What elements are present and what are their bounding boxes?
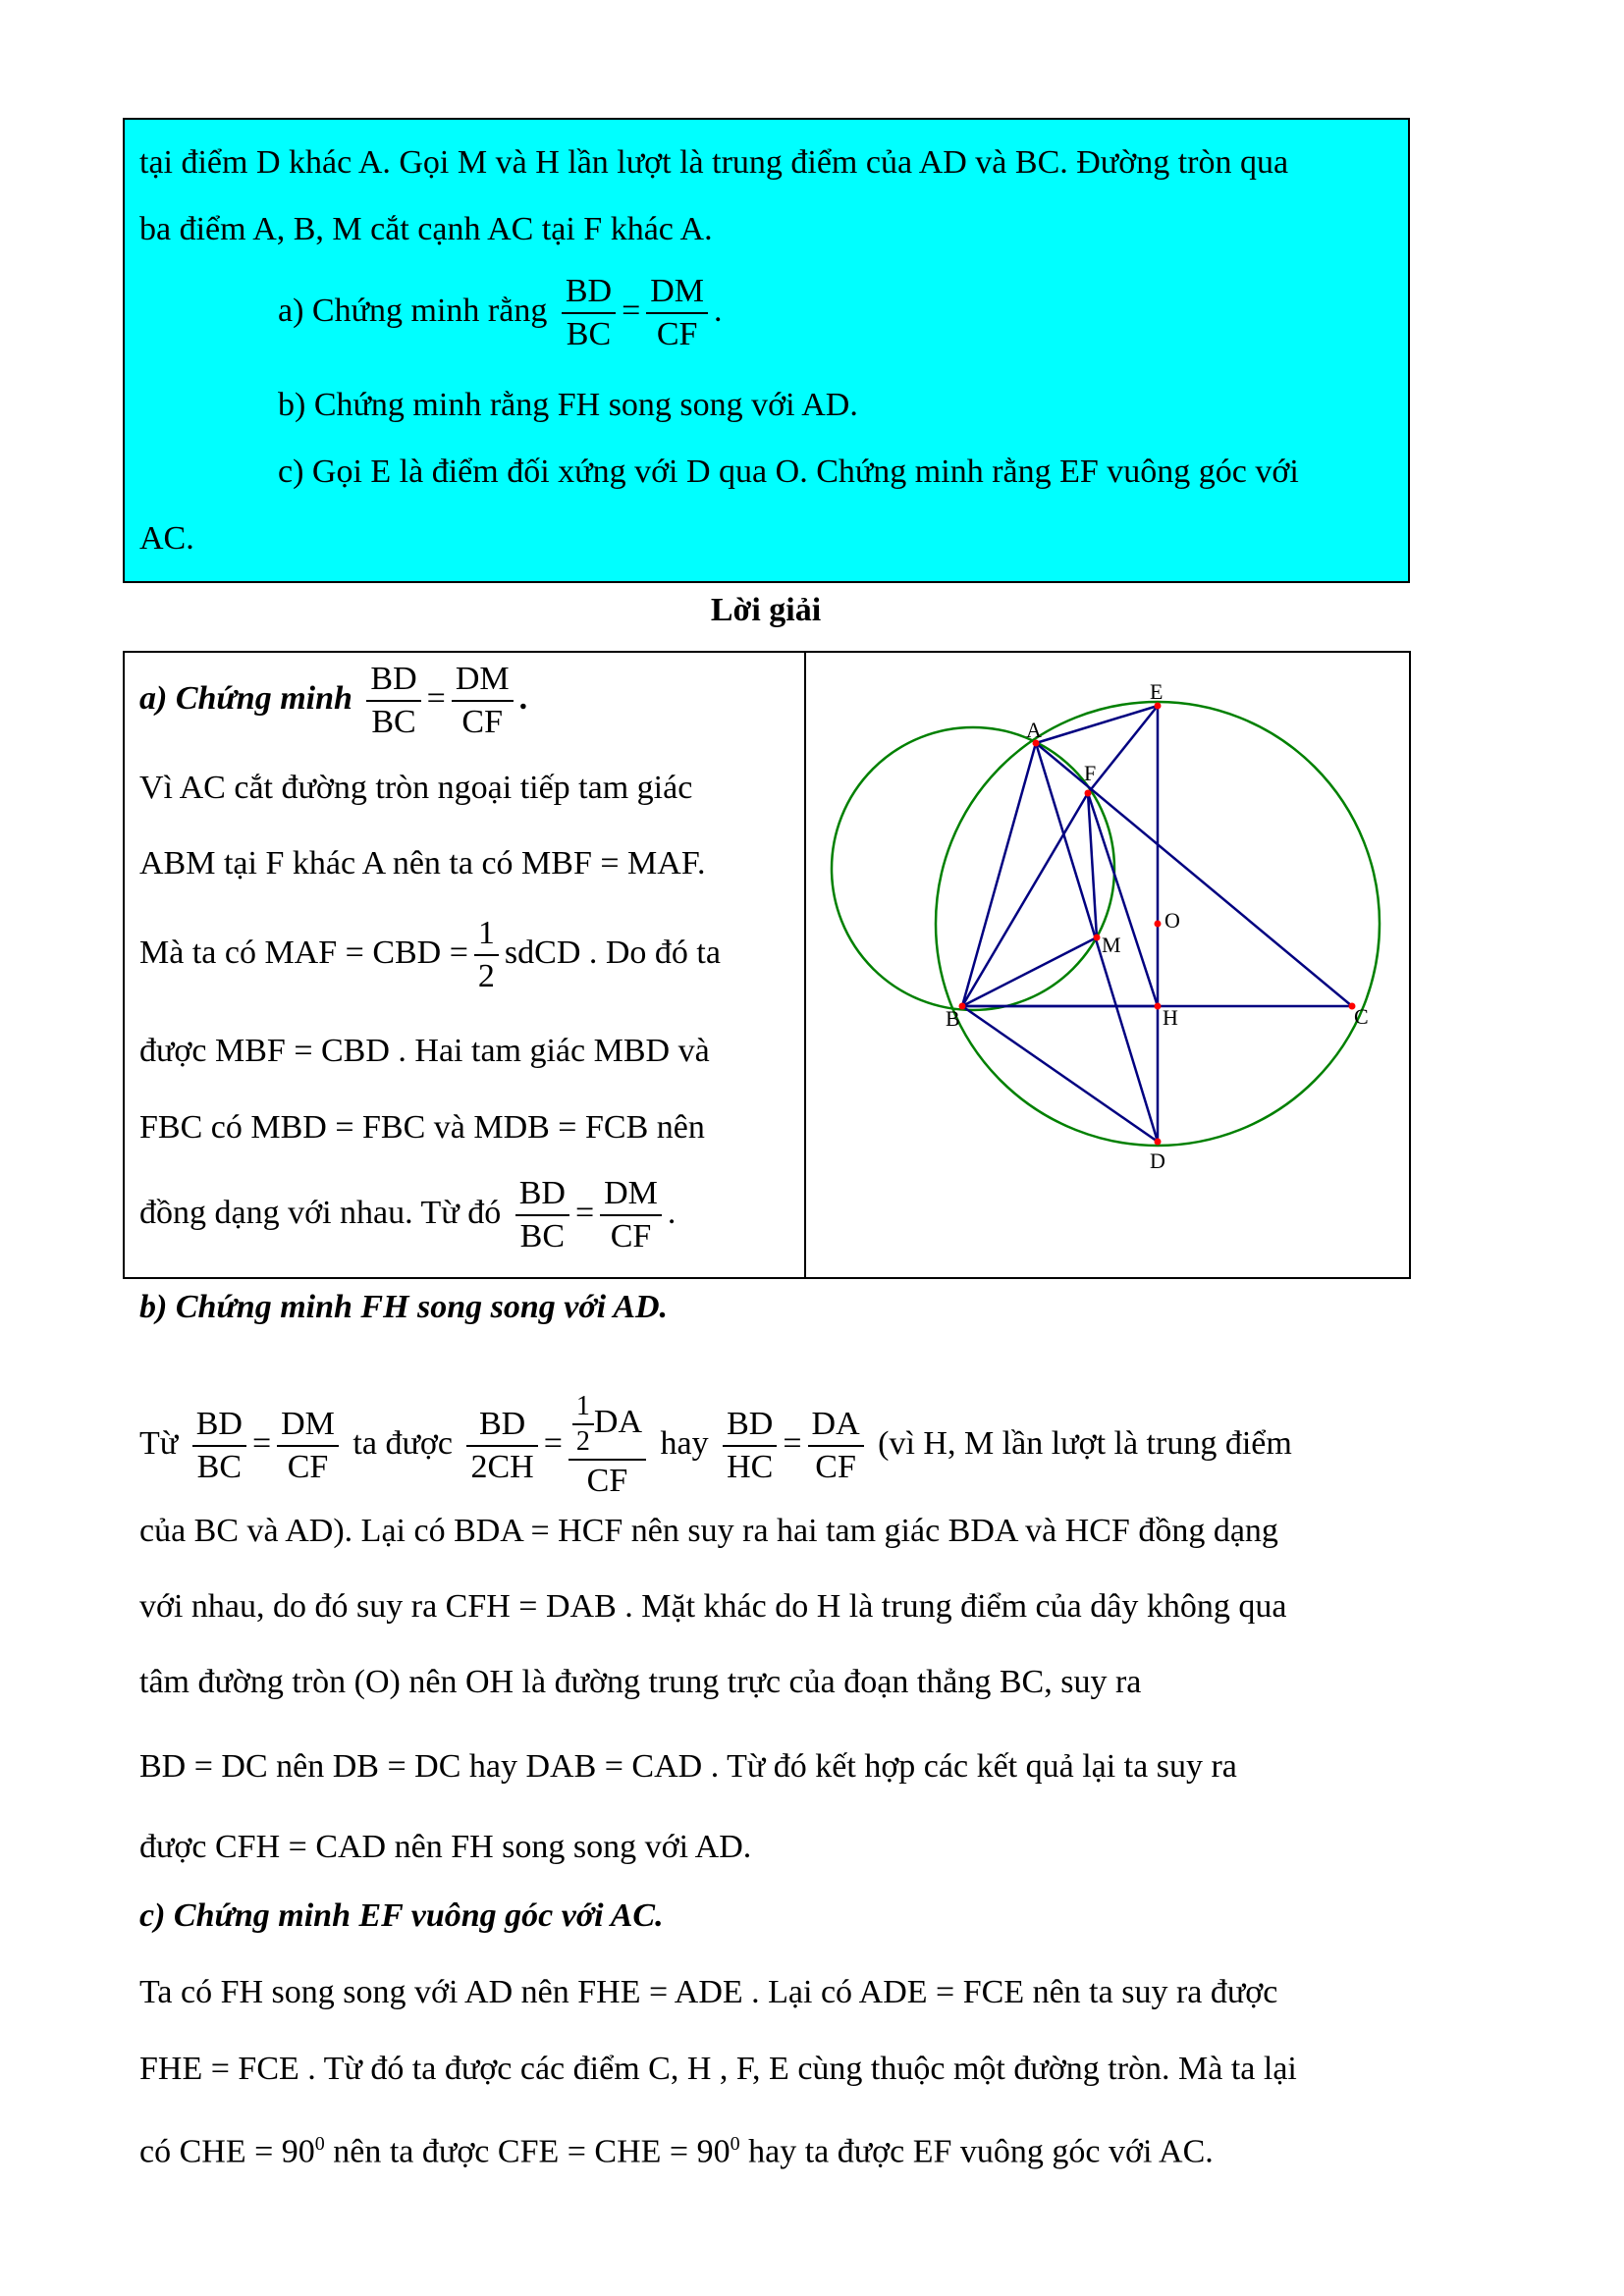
part-b-line-6: được CFH = CAD nên FH song song với AD. bbox=[139, 1829, 752, 1865]
problem-part-c-line-2: AC. bbox=[139, 520, 194, 557]
label-a: A bbox=[1026, 718, 1042, 742]
fraction-dm-cf: $\frac{DM}{CF}$ bbox=[646, 273, 708, 353]
part-b-line-1: Từ $\frac{BD}{BC}$ = $\frac{DM}{CF}$ ta được $\frac{BD}{2CH}$ = $\frac{1}{2}$ DA CF hay $\frac{BD}{HC}$ = $\frac{DA}{CF}$ (vì H, M lần lượt là trung điểm bbox=[139, 1391, 1292, 1499]
part-b-line-2: của BC và AD). Lại có BDA = HCF nên suy ra hai tam giác BDA và HCF đồng dạng bbox=[139, 1513, 1278, 1549]
part-b-line-3: với nhau, do đó suy ra CFH = DAB . Mặt khác do H là trung điểm của dây không qua bbox=[139, 1588, 1287, 1625]
problem-line-2: ba điểm A, B, M cắt cạnh AC tại F khác A. bbox=[139, 211, 713, 247]
geometry-figure bbox=[825, 667, 1404, 1168]
part-a-heading: a) Chứng minh $\frac{BD}{BC}$ = $\frac{DM}{CF}$ . bbox=[139, 661, 528, 740]
part-a-line-4: được MBF = CBD . Hai tam giác MBD và bbox=[139, 1033, 710, 1069]
part-c-line-3: có CHE = $90^0$ nên ta được CFE = CHE = $90^0$ hay ta được EF vuông góc với AC. bbox=[139, 2133, 1214, 2170]
label-e: E bbox=[1150, 679, 1164, 704]
part-c-heading: c) Chứng minh EF vuông góc với AC. bbox=[139, 1897, 664, 1934]
label-h: H bbox=[1163, 1005, 1178, 1030]
part-c-line-1: Ta có FH song song với AD nên FHE = ADE . Lại có ADE = FCE nên ta suy ra được bbox=[139, 1974, 1278, 2010]
problem-line-1: tại điểm D khác A. Gọi M và H lần lượt là trung điểm của AD và BC. Đường tròn qua bbox=[139, 144, 1289, 181]
label-d: D bbox=[1150, 1148, 1165, 1168]
label-f: F bbox=[1084, 761, 1097, 785]
label-m: M bbox=[1102, 933, 1121, 957]
circles bbox=[832, 702, 1380, 1146]
problem-part-a: a) Chứng minh rằng $\frac{BD}{BC}$ = $\frac{DM}{CF}$ . bbox=[278, 273, 723, 352]
segment-ab bbox=[962, 743, 1036, 1006]
label-c: C bbox=[1354, 1004, 1369, 1029]
part-a-line-5: FBC có MBD = FBC và MDB = FCB nên bbox=[139, 1109, 705, 1146]
point-d bbox=[1155, 1139, 1162, 1146]
fraction-bd-bc: $\frac{BD}{BC}$ bbox=[562, 273, 616, 353]
segment-bd bbox=[962, 1006, 1158, 1142]
point-o bbox=[1155, 921, 1162, 928]
part-b-line-5: BD = DC nên DB = DC hay DAB = CAD . Từ đó kết hợp các kết quả lại ta suy ra bbox=[139, 1748, 1237, 1785]
problem-part-c-line-1: c) Gọi E là điểm đối xứng với D qua O. Chứng minh rằng EF vuông góc với bbox=[278, 454, 1299, 490]
part-a-line-3: Mà ta có MAF = CBD = $\frac{1}{2}$ sdCD . Do đó ta bbox=[139, 915, 721, 994]
fraction-half-da-cf: $\frac{1}{2}$ DA CF bbox=[568, 1392, 646, 1500]
problem-part-a-label: a) Chứng minh rằng bbox=[278, 292, 548, 329]
label-b: B bbox=[946, 1006, 960, 1031]
point-h bbox=[1155, 1003, 1162, 1010]
segment-fe bbox=[1088, 706, 1158, 793]
part-a-line-2: ABM tại F khác A nên ta có MBF = MAF. bbox=[139, 845, 706, 881]
point-f bbox=[1085, 790, 1092, 797]
problem-part-b: b) Chứng minh rằng FH song song với AD. bbox=[278, 387, 858, 423]
solution-title: Lời giải bbox=[710, 592, 822, 628]
part-b-heading: b) Chứng minh FH song song với AD. bbox=[139, 1289, 669, 1325]
table-divider bbox=[804, 651, 806, 1279]
part-b-line-4: tâm đường tròn (O) nên OH là đường trung trực của đoạn thẳng BC, suy ra bbox=[139, 1664, 1142, 1700]
label-o: O bbox=[1164, 908, 1180, 933]
part-a-line-1: Vì AC cắt đường tròn ngoại tiếp tam giác bbox=[139, 770, 693, 806]
segment-fh bbox=[1088, 793, 1158, 1006]
point-m bbox=[1094, 934, 1101, 941]
part-a-line-6: đồng dạng với nhau. Từ đó $\frac{BD}{BC}$ = $\frac{DM}{CF}$ . bbox=[139, 1175, 677, 1255]
part-c-line-2: FHE = FCE . Từ đó ta được các điểm C, H , F, E cùng thuộc một đường tròn. Mà ta lại bbox=[139, 2051, 1297, 2087]
